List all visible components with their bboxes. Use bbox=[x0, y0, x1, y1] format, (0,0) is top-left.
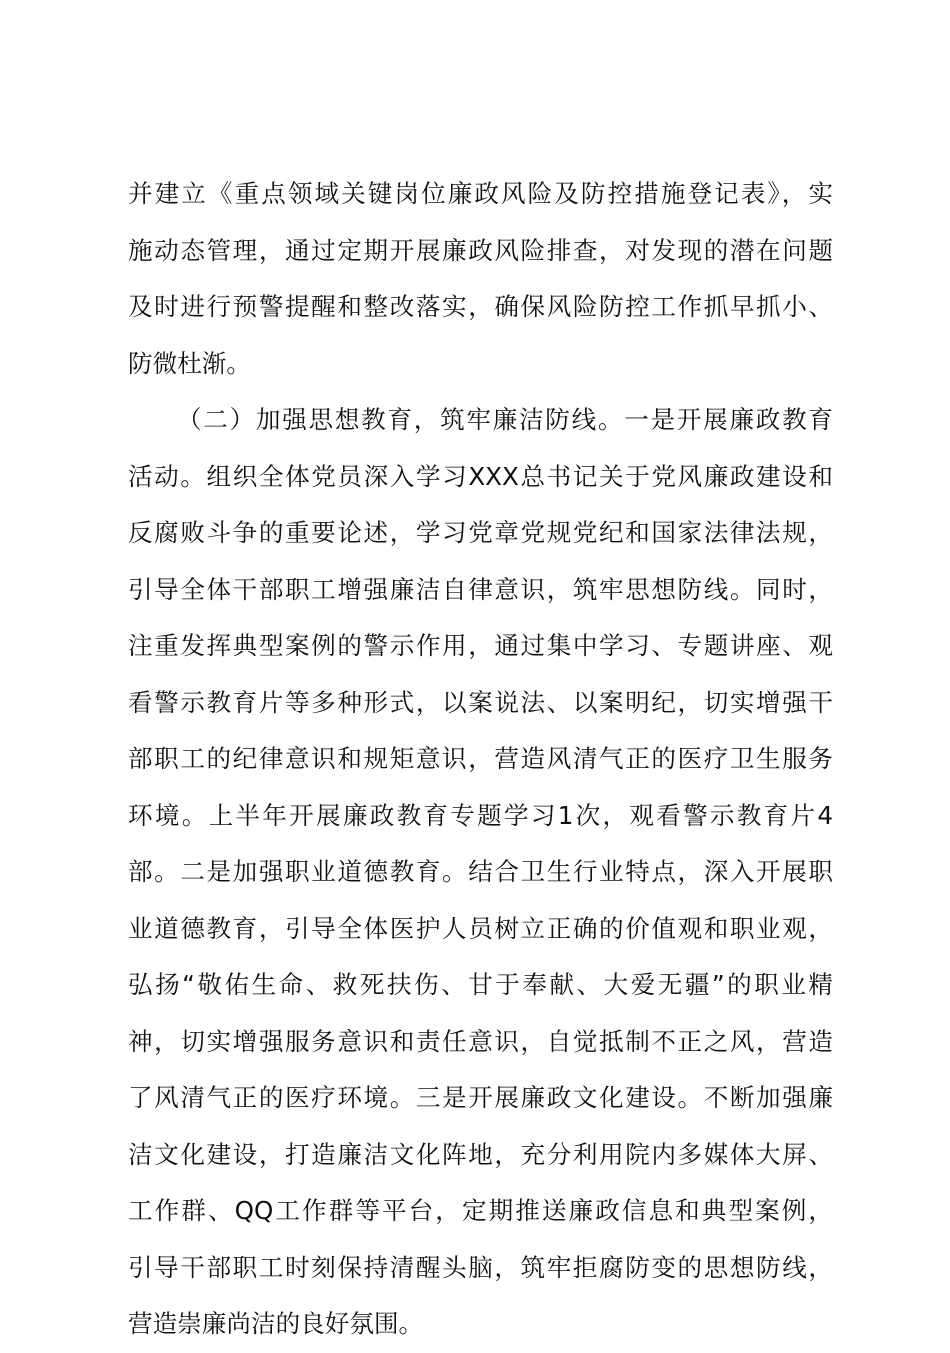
text-line-4: 防微杜渐。 bbox=[128, 348, 251, 378]
text-line-9: 注重发挥典型案例的警示作用，通过集中学习、专题讲座、观 bbox=[128, 631, 833, 660]
text-line-18: 洁文化建设，打造廉洁文化阵地，充分利用院内多媒体大屏、 bbox=[128, 1139, 833, 1169]
text-line-10: 看警示教育片等多种形式，以案说法、以案明纪，切实增强干 bbox=[128, 687, 833, 717]
text-line-20: 引导干部职工时刻保持清醒头脑，筑牢拒腐防变的思想防线， bbox=[128, 1252, 833, 1282]
text-line-21: 营造崇廉尚洁的良好氛围。 bbox=[128, 1309, 424, 1338]
text-line-14: 业道德教育，引导全体医护人员树立正确的价值观和职业观， bbox=[128, 913, 833, 943]
text-line-3: 及时进行预警提醒和整改落实，确保风险防控工作抓早抓小、 bbox=[128, 292, 833, 321]
body-text bbox=[128, 166, 833, 1353]
text-line-8: 引导全体干部职工增强廉洁自律意识，筑牢思想防线。同时， bbox=[128, 574, 833, 604]
text-line-7: 反腐败斗争的重要论述，学习党章党规党纪和国家法律法规， bbox=[128, 518, 833, 547]
text-line-16: 神，切实增强服务意识和责任意识，自觉抵制不正之风，营造 bbox=[128, 1026, 833, 1056]
text-line-6: 活动。组织全体党员深入学习XXX总书记关于党风廉政建设和 bbox=[128, 461, 833, 491]
text-line-11: 部职工的纪律意识和规矩意识，营造风清气正的医疗卫生服务 bbox=[128, 744, 833, 773]
text-line-1: 并建立《重点领域关键岗位廉政风险及防控措施登记表》，实 bbox=[128, 179, 833, 208]
text-line-2: 施动态管理，通过定期开展廉政风险排查，对发现的潜在问题 bbox=[128, 235, 833, 265]
section-heading-line: （二）加强思想教育，筑牢廉洁防线。一是开展廉政教育 bbox=[177, 405, 833, 434]
text-line-17: 了风清气正的医疗环境。三是开展廉政文化建设。不断加强廉 bbox=[128, 1083, 833, 1112]
text-line-19: 工作群、QQ工作群等平台，定期推送廉政信息和典型案例， bbox=[128, 1196, 833, 1225]
text-line-15: 弘扬“敬佑生命、救死扶伤、甘于奉献、大爱无疆”的职业精 bbox=[128, 970, 833, 999]
text-line-12: 环境。上半年开展廉政教育专题学习1次，观看警示教育片4 bbox=[128, 800, 833, 830]
text-line-13: 部。二是加强职业道德教育。结合卫生行业特点，深入开展职 bbox=[128, 857, 833, 886]
